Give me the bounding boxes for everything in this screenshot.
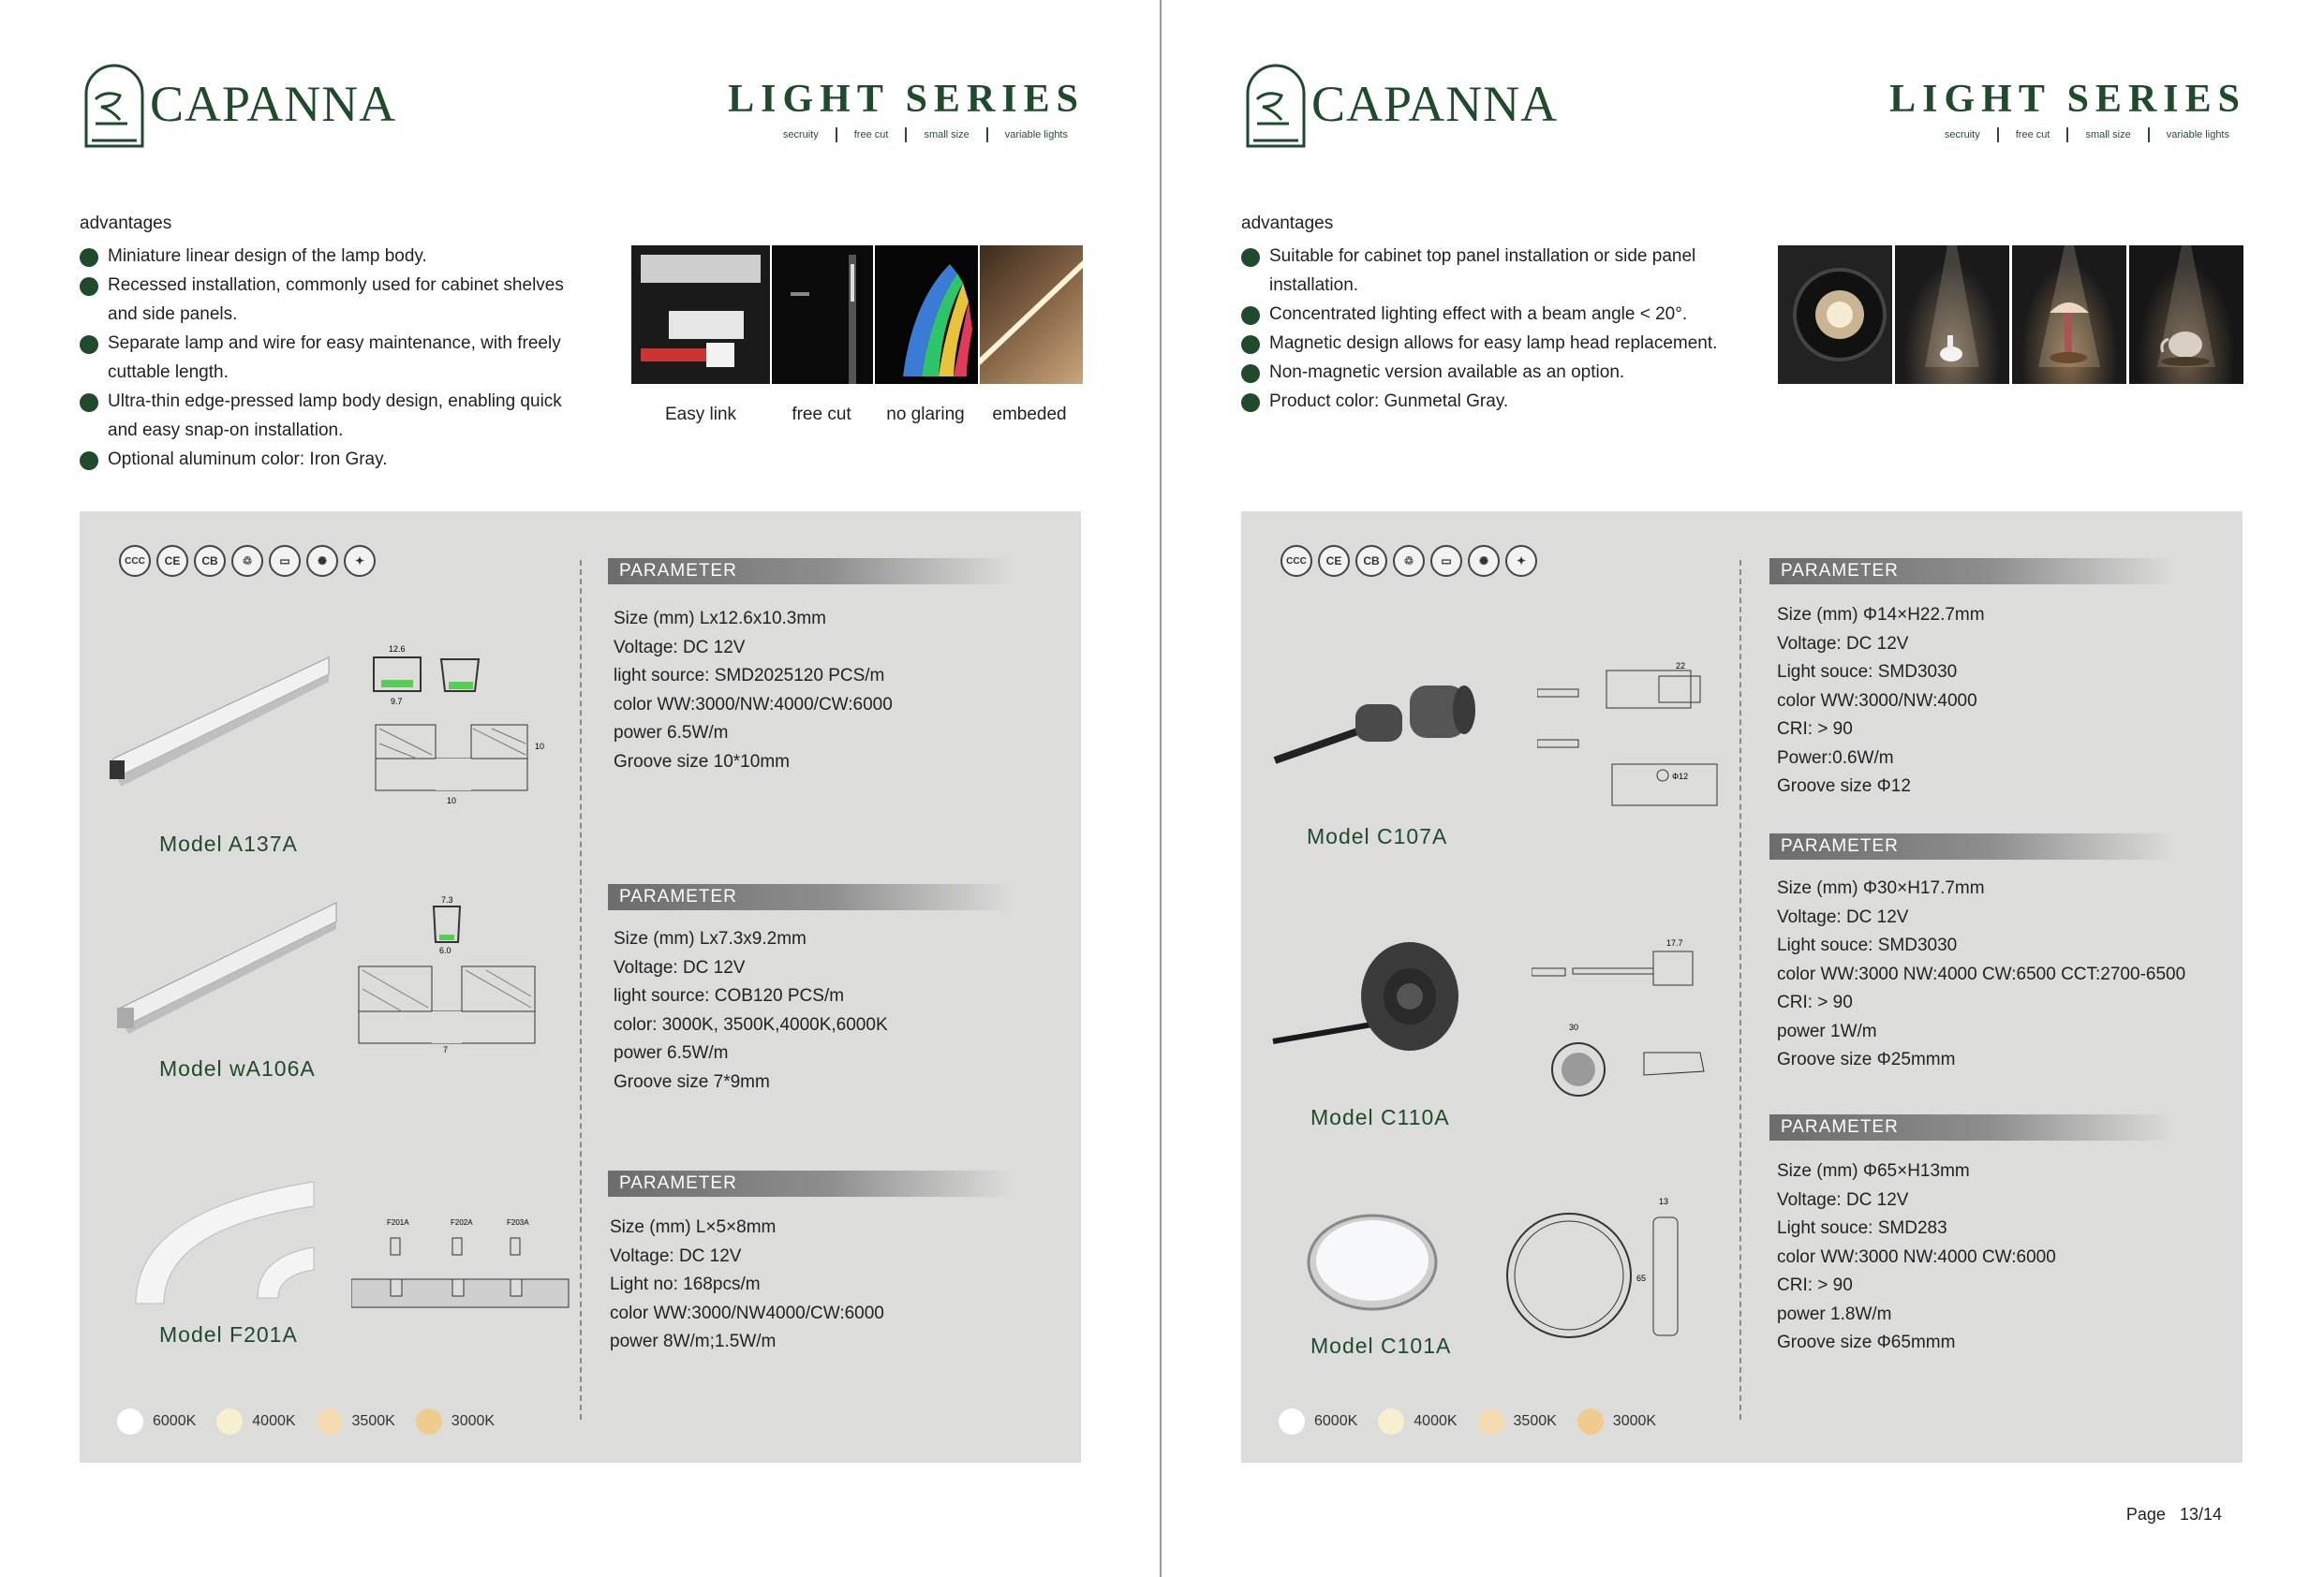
brand-name: CAPANNA [150,76,397,132]
cabinet-vase-photo [1895,245,2009,384]
parameter-bar: PARAMETER [608,558,1011,584]
spec-line: light source: SMD2025120 PCS/m [614,666,885,685]
spec-line: Voltage: DC 12V [614,957,746,978]
series-header [728,77,1085,142]
no-glaring-photo [875,245,978,384]
spec-line: color WW:3000 NW:4000 CW:6500 CCT:2700-6500 [1777,964,2186,984]
series-header [1889,77,2246,142]
dim-label: 10 [447,796,457,805]
dim-label: F201A [387,1218,409,1227]
photo-caption: embeded [992,405,1067,424]
spec-line: Voltage: DC 12V [1777,1189,1909,1210]
tag: free cut [1997,127,2067,142]
series-title: LIGHT SERIES [728,78,1085,121]
cct-swatch [216,1408,243,1435]
f201a-section-drawing [351,1217,576,1311]
cct-label: 6000K [153,1413,197,1429]
wa106a-product-image [111,895,346,1036]
tag: secruity [782,129,819,140]
cb-cert-icon: CB [1355,545,1387,577]
brand-mark-icon [82,62,148,148]
advantage-item: Product color: Gunmetal Gray. [1241,387,1747,416]
ukca-cert-icon: ▭ [1430,545,1462,577]
parameter-bar: PARAMETER [1769,833,2172,860]
spec-line: power 1.8W/m [1777,1304,1892,1324]
spec-line: Size (mm) Φ14×H22.7mm [1777,605,1985,625]
dim-label: 22 [1676,661,1686,671]
cct-label: 3500K [351,1413,395,1429]
page-count: 13/14 [2179,1505,2222,1524]
dim-label: 9.7 [391,697,403,706]
spec-line: color WW:3000 NW:4000 CW:6000 [1777,1246,2056,1267]
advantage-item: Magnetic design allows for easy lamp head replacement. [1241,329,1747,358]
spec-line: Size (mm) Φ30×H17.7mm [1777,878,1985,898]
spec-line: Groove size Φ12 [1777,776,1911,796]
a137a-product-image [104,637,338,787]
advantage-item: Miniature linear design of the lamp body. [80,242,585,271]
cct-legend [1279,1408,1677,1435]
feature-photos [631,245,1085,384]
embeded-photo [980,245,1083,384]
lamp-closeup-photo [1778,245,1892,384]
series-title: LIGHT SERIES [1889,78,2246,121]
spec-line: Size (mm) Lx12.6x10.3mm [614,609,827,628]
model-name: Model wA106A [159,1056,316,1081]
panel-divider [1739,560,1741,1420]
cct-label: 4000K [1414,1413,1458,1429]
cct-label: 3000K [1612,1413,1657,1429]
brand-logo [82,62,397,152]
spec-line: light source: COB120 PCS/m [614,986,845,1006]
spec-line: Light no: 168pcs/m [610,1275,761,1294]
ukca-cert-icon: ▭ [269,545,301,577]
cct-label: 6000K [1314,1413,1358,1429]
spec-list [614,925,888,1097]
cct-swatch [1279,1408,1305,1435]
tag: free cut [836,127,906,142]
photo-caption: free cut [792,405,851,424]
series-tags [728,127,1085,142]
right-page [1162,0,2323,1577]
model-name: Model F201A [159,1322,298,1347]
cct-swatch [117,1408,143,1435]
advantage-item: Ultra-thin edge-pressed lamp body design, enabling quick and easy snap-on installation. [80,387,585,445]
spec-line: Groove size 10*10mm [614,751,790,772]
spec-line: Size (mm) Lx7.3x9.2mm [614,929,807,949]
c107a-drawing [1537,642,1724,811]
advantages-list [1241,242,1747,416]
f201a-product-image [117,1172,342,1313]
spec-line: color: 3000K, 3500K,4000K,6000K [614,1014,888,1035]
cabinet-teapot-photo [2129,245,2243,384]
spec-list [614,605,893,776]
spec-line: Voltage: DC 12V [1777,633,1909,654]
dim-label: Φ12 [1672,772,1689,781]
cct-label: 3500K [1513,1413,1557,1429]
spec-line: Light souce: SMD3030 [1777,936,1958,955]
spec-list [1777,875,2185,1075]
spec-line: Light souce: SMD3030 [1777,662,1958,682]
cct-swatch [416,1408,442,1435]
cct-swatch [1378,1408,1404,1435]
spec-list [610,1214,884,1357]
c101a-product-image [1307,1212,1457,1315]
a137a-section-drawing [361,639,548,807]
parameter-bar: PARAMETER [1769,558,2172,584]
c110a-drawing [1532,931,1728,1109]
parameter-bar: PARAMETER [1769,1114,2172,1141]
photo-caption: no glaring [886,405,965,424]
spec-line: Size (mm) Φ65×H13mm [1777,1161,1970,1181]
dim-label: F202A [451,1218,473,1227]
panel-divider [580,560,582,1420]
spec-line: color WW:3000/NW:4000 [1777,690,1977,711]
parameter-bar: PARAMETER [608,884,1011,910]
c101a-drawing [1494,1191,1719,1341]
spec-line: Groove size 7*9mm [614,1071,770,1092]
brand-mark-icon [1244,62,1310,148]
model-name: Model C110A [1310,1105,1450,1129]
cct-swatch [317,1408,343,1435]
cabinet-sculpture-photo [2012,245,2126,384]
advantage-item: Concentrated lighting effect with a beam angle < 20°. [1241,300,1747,329]
advantage-item: Non-magnetic version available as an option. [1241,358,1747,387]
dim-label: 65 [1636,1274,1647,1283]
spec-list [1777,601,1985,802]
rohs-cert-icon: ♲ [231,545,263,577]
cct-swatch [1577,1408,1604,1435]
spec-panel [1241,511,2243,1463]
dim-label: 7.3 [441,895,453,905]
feature-photos [1778,245,2245,384]
dim-label: 13 [1659,1197,1669,1206]
dim-label: 10 [535,742,545,751]
dim-label: 30 [1569,1023,1579,1032]
rohs-cert-icon: ♲ [1393,545,1425,577]
certification-icons [119,545,381,577]
cct-legend [117,1408,515,1435]
ce-cert-icon: CE [156,545,188,577]
spec-line: color WW:3000/NW:4000/CW:6000 [614,694,893,715]
parameter-bar: PARAMETER [608,1171,1011,1197]
cct-label: 4000K [252,1413,296,1429]
model-name: Model A137A [159,832,298,856]
spec-line: Power:0.6W/m [1777,747,1894,768]
free-cut-photo [772,245,873,384]
dim-label: 12.6 [389,644,406,654]
spec-line: color WW:3000/NW4000/CW:6000 [610,1303,884,1323]
spec-line: CRI: > 90 [1777,993,1853,1012]
weee-cert-icon: ✺ [1468,545,1500,577]
wa106a-section-drawing [355,895,552,1054]
dim-label: 17.7 [1666,938,1683,948]
tag: variable lights [2148,127,2246,142]
c107a-product-image [1269,657,1503,770]
spec-line: power 1W/m [1777,1021,1877,1041]
advantage-item: Recessed installation, commonly used for cabinet shelves and side panels. [80,271,585,329]
tag: secruity [1944,129,1980,140]
spec-line: Voltage: DC 12V [1777,906,1909,927]
photo-captions [631,405,1081,425]
ce-cert-icon: CE [1318,545,1350,577]
spec-line: power 6.5W/m [614,1043,729,1063]
cct-swatch [1478,1408,1504,1435]
c110a-product-image [1269,931,1503,1062]
spec-line: Size (mm) L×5×8mm [610,1217,777,1237]
cb-cert-icon: CB [194,545,226,577]
page-number [2126,1505,2222,1525]
spec-line: power 8W/m;1.5W/m [610,1332,777,1351]
spec-line: Voltage: DC 12V [614,637,746,657]
model-name: Model C101A [1310,1334,1452,1358]
ccc-cert-icon: CCC [1280,545,1312,577]
model-name: Model C107A [1307,824,1448,848]
spec-line: Groove size Φ25mmm [1777,1050,1956,1069]
certification-icons [1280,545,1543,577]
advantage-item: Suitable for cabinet top panel installation or side panel installation. [1241,242,1747,300]
dim-label: 7 [443,1045,449,1054]
spec-list [1777,1157,2056,1358]
weee-cert-icon: ✺ [306,545,338,577]
ccc-cert-icon: CCC [119,545,151,577]
cct-label: 3000K [451,1413,496,1429]
dim-label: 6.0 [439,946,451,955]
saa-cert-icon: ✦ [344,545,376,577]
easy-link-photo [631,245,770,384]
brand-logo [1244,62,1559,152]
tag: variable lights [986,127,1085,142]
spec-line: power 6.5W/m [614,723,729,743]
dim-label: F203A [507,1218,529,1227]
photo-caption: Easy link [664,405,737,424]
page-label: Page [2125,1505,2166,1524]
spec-line: CRI: > 90 [1777,719,1853,739]
advantages-heading: advantages [1241,214,1334,233]
spec-line: CRI: > 90 [1777,1275,1853,1295]
advantage-item: Separate lamp and wire for easy maintenance, with freely cuttable length. [80,329,585,387]
tag: small size [2066,127,2147,142]
brand-name: CAPANNA [1311,76,1559,132]
spec-line: Groove size Φ65mmm [1777,1333,1956,1352]
advantage-item: Optional aluminum color: Iron Gray. [80,445,585,474]
spec-panel [80,511,1081,1463]
spec-line: Light souce: SMD283 [1777,1218,1947,1238]
tag: small size [905,127,985,142]
advantages-list [80,242,585,474]
saa-cert-icon: ✦ [1505,545,1537,577]
advantages-heading: advantages [80,214,172,233]
series-tags [1889,127,2246,142]
spec-line: Voltage: DC 12V [610,1245,742,1266]
